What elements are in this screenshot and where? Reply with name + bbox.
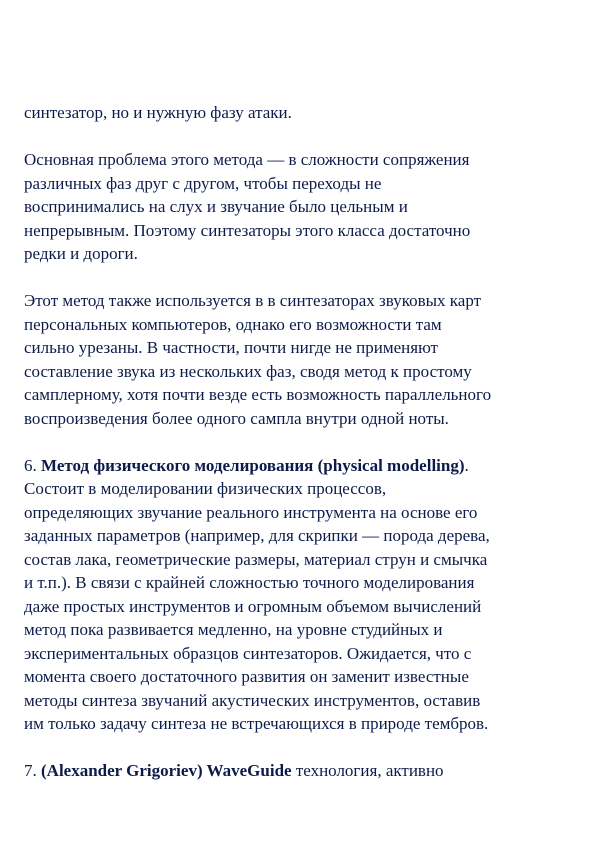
text-line: самплерному, хотя почти везде есть возможность параллельного [24, 385, 492, 404]
text-fragment: технология, активно [291, 761, 444, 780]
document-body [24, 101, 584, 806]
text-line: Состоит в моделировании физических процессов, [24, 479, 387, 498]
text-line: воспринимались на слух и звучание было цельным и [24, 197, 408, 216]
text-line: заданных параметров (например, для скрипки — порода дерева, [24, 526, 490, 545]
text-line: Этот метод также используется в в синтезаторах звуковых карт [24, 291, 482, 310]
section-heading-punctuation: . [464, 455, 469, 475]
text-line: момента своего достаточного развития он заменит известные [24, 667, 469, 686]
text-line: и т.п.). В связи с крайней сложностью точного моделирования [24, 573, 475, 592]
section-number: 6. [24, 455, 41, 475]
text-line: синтезатор, но и нужную фазу атаки. [24, 103, 292, 122]
text-line: составление звука из нескольких фаз, сводя метод к простому [24, 361, 472, 381]
text-line: даже простых инструментов и огромным объемом вычислений [24, 596, 482, 616]
text-line: сильно урезаны. В частности, почти нигде не применяют [24, 338, 438, 357]
text-line: Основная проблема этого метода — в сложности сопряжения [24, 150, 470, 169]
text-line: методы синтеза звучаний акустических инструментов, оставив [24, 690, 481, 710]
paragraph-method-problem [24, 148, 584, 266]
text-line: непрерывным. Поэтому синтезаторы этого класса достаточно [24, 220, 471, 240]
text-line: состав лака, геометрические размеры, материал струн и смычка [24, 549, 488, 569]
text-line: персональных компьютеров, однако его возможности там [24, 314, 442, 334]
paragraph-sound-cards [24, 289, 584, 430]
paragraph-physical-modelling [24, 454, 584, 736]
text-line: воспроизведения более одного сампла внутри одной ноты. [24, 408, 449, 428]
text-line: редки и дороги. [24, 244, 138, 263]
section-heading-line [24, 454, 584, 478]
paragraph-waveguide [24, 759, 584, 783]
section-heading: Метод физического моделирования (physical modelling) [41, 455, 465, 475]
section-heading-line [24, 759, 584, 783]
text-line: различных фаз друг с другом, чтобы переходы не [24, 173, 382, 193]
text-line: определяющих звучание реального инструмента на основе его [24, 502, 478, 522]
section-heading: (Alexander Grigoriev) WaveGuide [41, 761, 292, 780]
text-line: им только задачу синтеза не встречающихся в природе тембров. [24, 714, 489, 733]
text-line: метод пока развивается медленно, на уровне студийных и [24, 620, 443, 639]
section-number: 7. [24, 761, 41, 780]
text-line: экспериментальных образцов синтезаторов. Ожидается, что с [24, 643, 472, 663]
paragraph-attack-phase [24, 101, 584, 125]
